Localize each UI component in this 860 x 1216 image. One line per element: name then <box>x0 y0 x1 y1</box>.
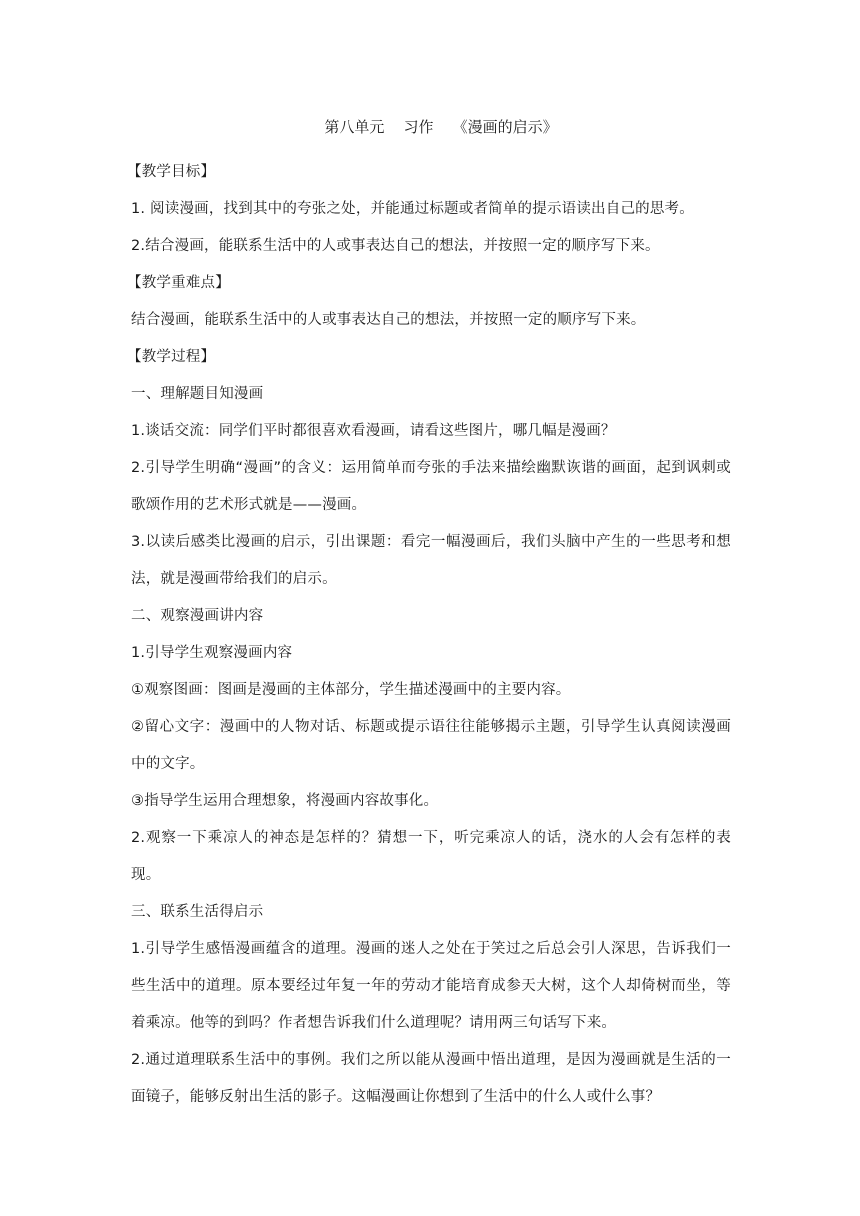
paragraph: 1. 阅读漫画，找到其中的夸张之处，并能通过标题或者简单的提示语读出自己的思考。 <box>131 201 694 217</box>
paragraph: 1.引导学生感悟漫画蕴含的道理。漫画的迷人之处在于笑过之后总会引人深思，告诉我们一些生活中的道理。原本要经过年复一年的劳动才能培育成参天大树，这个人却倚树而坐，等着乘凉。他等的到吗？作者想告诉我们什么道理呢？请用两三句话写下来。 <box>131 941 731 1031</box>
section-heading-process: 【教学过程】 <box>127 349 216 365</box>
paragraph: 2.通过道理联系生活中的事例。我们之所以能从漫画中悟出道理，是因为漫画就是生活的一面镜子，能够反射出生活的影子。这幅漫画让你想到了生活中的什么人或什么事？ <box>131 1052 731 1105</box>
paragraph: ①观察图画：图画是漫画的主体部分，学生描述漫画中的主要内容。 <box>131 682 571 698</box>
paragraph: ②留心文字：漫画中的人物对话、标题或提示语往往能够揭示主题，引导学生认真阅读漫画中的文字。 <box>131 719 731 772</box>
section-heading-objectives: 【教学目标】 <box>127 164 216 180</box>
paragraph: 2.观察一下乘凉人的神态是怎样的？猜想一下，听完乘凉人的话，浇水的人会有怎样的表现。 <box>131 830 731 883</box>
paragraph: 2.结合漫画，能联系生活中的人或事表达自己的想法，并按照一定的顺序写下来。 <box>131 238 660 254</box>
paragraph: ③指导学生运用合理想象，将漫画内容故事化。 <box>131 793 439 809</box>
subheading-part-three: 三、联系生活得启示 <box>131 904 264 920</box>
document-page <box>127 116 731 1116</box>
subheading-part-two: 二、观察漫画讲内容 <box>131 608 264 624</box>
paragraph: 1.引导学生观察漫画内容 <box>131 645 293 661</box>
paragraph: 结合漫画，能联系生活中的人或事表达自己的想法，并按照一定的顺序写下来。 <box>131 312 646 328</box>
paragraph: 1.谈话交流：同学们平时都很喜欢看漫画，请看这些图片，哪几幅是漫画？ <box>131 423 616 439</box>
paragraph: 2.引导学生明确“漫画”的含义：运用简单而夸张的手法来描绘幽默诙谐的画面，起到讽刺或歌颂作用的艺术形式就是——漫画。 <box>131 460 731 513</box>
subheading-part-one: 一、理解题目知漫画 <box>131 386 264 402</box>
document-title: 第八单元 习作 《漫画的启示》 <box>324 118 558 136</box>
paragraph: 3.以读后感类比漫画的启示，引出课题：看完一幅漫画后，我们头脑中产生的一些思考和想法，就是漫画带给我们的启示。 <box>131 534 731 587</box>
section-heading-key-points: 【教学重难点】 <box>127 275 230 291</box>
